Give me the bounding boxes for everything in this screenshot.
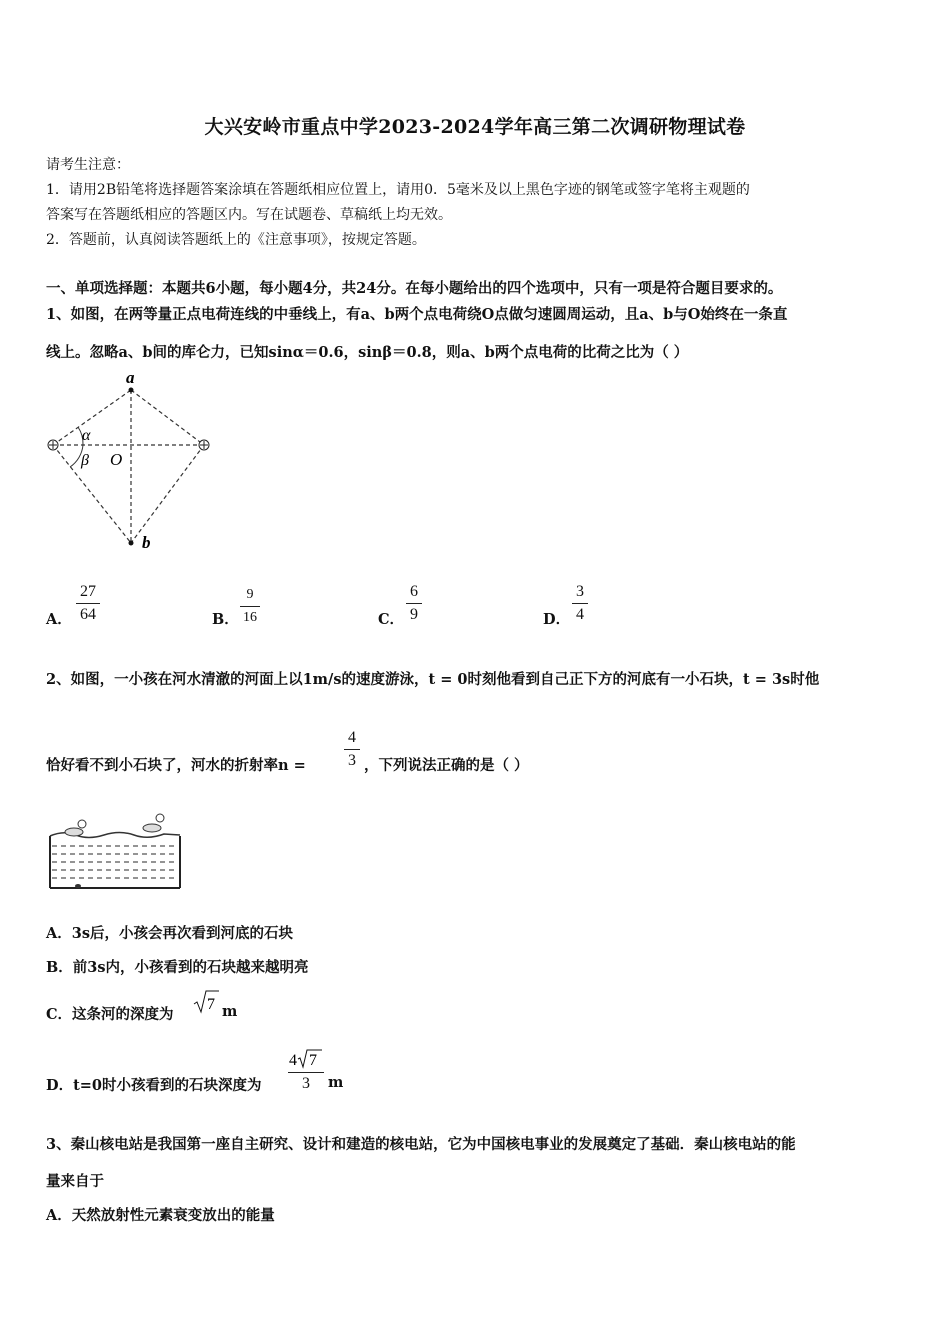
q2-option-c-sqrt-icon: [192, 988, 220, 1016]
q1-option-c-label: C．: [378, 611, 405, 628]
q1-option-b-den: 16: [243, 610, 257, 625]
q1-option-c-fraction: [406, 582, 422, 625]
q1-option-a-label: A．: [46, 611, 72, 628]
section-1-heading: 一、单项选择题：本题共6小题，每小题4分，共24分。在每小题给出的四个选项中，只有一项是符合题目要求的。: [46, 280, 783, 297]
q1-option-b-num: 9: [246, 587, 254, 602]
notice-heading: 请考生注意：: [46, 157, 130, 173]
q2-option-b: B．前3s内，小孩看到的石块越来越明亮: [46, 959, 309, 976]
stone: [75, 884, 81, 888]
q1-option-c-num: 6: [410, 583, 418, 600]
q2-option-c-unit: m: [222, 1003, 238, 1020]
notice-item-2: 2．答题前，认真阅读答题纸上的《注意事项》，按规定答题。: [46, 232, 426, 248]
page-title: 大兴安岭市重点中学2023-2024学年高三第二次调研物理试卷: [204, 116, 746, 138]
q2-stem-line-1: 2、如图，一小孩在河水清澈的河面上以1m/s的速度游泳，t = 0时刻他看到自己正下方的河底有一小石块，t = 3s时他: [46, 671, 820, 688]
q2-river-figure: [44, 808, 184, 892]
notice-item-1-line-1: 1．请用2B铅笔将选择题答案涂填在答题纸相应位置上，请用0．5毫米及以上黑色字迹的钢笔或签字笔将主观题的: [46, 182, 750, 198]
label-alpha: α: [82, 427, 91, 444]
q1-option-b-label: B．: [212, 611, 239, 628]
q2-stem-line-2-pre: 恰好看不到小石块了，河水的折射率n =: [46, 757, 306, 774]
q1-stem-line-1: 1、如图，在两等量正点电荷连线的中垂线上，有a、b两个点电荷绕O点做匀速圆周运动，且a、b与O始终在一条直: [46, 306, 788, 323]
q1-option-a-fraction: [76, 582, 100, 625]
q1-option-b-fraction: [240, 585, 260, 628]
q3-stem-line-2: 量来自于: [46, 1173, 104, 1190]
q2-option-a: A．3s后，小孩会再次看到河底的石块: [46, 925, 294, 942]
label-beta: β: [81, 452, 89, 469]
q1-option-d-den: 4: [576, 606, 584, 623]
q2-option-d-numerator: [288, 1047, 324, 1071]
q2-n-num: 4: [348, 729, 356, 746]
label-b: b: [142, 533, 151, 552]
q1-charge-figure: [40, 365, 230, 555]
q1-option-a-den: 64: [80, 606, 96, 623]
q1-option-d-fraction: [572, 582, 588, 625]
svg-text:4: 4: [289, 1052, 297, 1069]
label-a: a: [126, 368, 135, 387]
positive-charge-right: [199, 440, 209, 450]
positive-charge-left: [48, 440, 58, 450]
svg-text:7: 7: [309, 1052, 317, 1069]
q1-option-d-num: 3: [576, 583, 584, 600]
q2-option-d-den: 3: [302, 1075, 310, 1092]
q1-option-a-num: 27: [80, 583, 96, 600]
label-O: O: [110, 450, 123, 469]
swimmer-left: [65, 820, 86, 836]
q3-stem-line-1: 3、秦山核电站是我国第一座自主研究、设计和建造的核电站，它为中国核电事业的发展奠定了基础．秦山核电站的能: [46, 1136, 796, 1153]
q2-option-d-text: D．t=0时小孩看到的石块深度为: [46, 1077, 262, 1094]
q1-stem-line-2: 线上。忽略a、b间的库仑力，已知sinα＝0.6，sinβ＝0.8，则a、b两个点电荷的比荷之比为（ ）: [46, 344, 689, 361]
q2-refractive-index-fraction: [344, 728, 360, 771]
q3-option-a: A．天然放射性元素衰变放出的能量: [46, 1207, 275, 1224]
point-a: [129, 388, 134, 393]
q1-option-c-den: 9: [410, 606, 418, 623]
q1-option-d-label: D．: [543, 611, 571, 628]
q2-option-d-unit: m: [328, 1074, 344, 1091]
q2-n-den: 3: [348, 752, 356, 769]
q2-option-c-text: C．这条河的深度为: [46, 1006, 174, 1023]
point-b: [129, 541, 134, 546]
q2-option-d-fraction: [288, 1047, 324, 1094]
notice-item-1-line-2: 答案写在答题纸相应的答题区内。写在试题卷、草稿纸上均无效。: [46, 207, 452, 223]
swimmer-right: [143, 814, 164, 832]
q2-stem-line-2-post: ，下列说法正确的是（ ）: [364, 757, 529, 774]
q2-option-c-radicand: 7: [207, 996, 215, 1013]
